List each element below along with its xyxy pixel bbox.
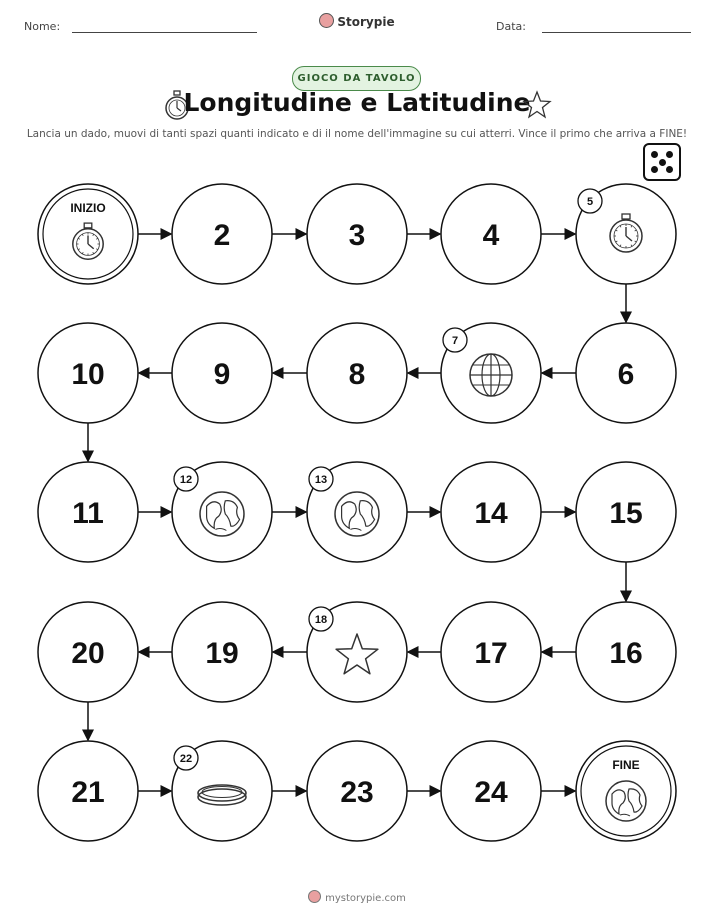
space-number: 2	[213, 219, 231, 252]
space-number: 4	[482, 219, 500, 252]
instructions: Lancia un dado, muovi di tanti spazi quanti indicato e di il nome dell'immagine su cui atterri. Vince il primo che arriva a FINE!	[26, 128, 688, 140]
space-number: 20	[71, 637, 105, 670]
space-number: 18	[314, 614, 328, 626]
space-number: 21	[71, 776, 105, 809]
space-number: 9	[213, 358, 231, 391]
bear-icon	[308, 890, 321, 903]
space-label: INIZIO	[70, 201, 106, 215]
space-number: 19	[205, 637, 239, 670]
space-number: 17	[474, 637, 508, 670]
space-number: 13	[314, 474, 328, 486]
space-number: 7	[451, 335, 459, 347]
earth-icon	[606, 781, 646, 821]
space-number: 6	[617, 358, 635, 391]
space-label: FINE	[612, 758, 640, 772]
space-number: 10	[71, 358, 105, 391]
space-number: 16	[609, 637, 643, 670]
earth-icon	[200, 492, 244, 536]
space-number: 8	[348, 358, 366, 391]
footer: mystorypie.com	[0, 890, 714, 904]
space-number: 23	[340, 776, 374, 809]
globe-grid-icon	[470, 354, 512, 396]
space-number: 14	[474, 497, 508, 530]
date-label: Data:	[496, 20, 526, 33]
space-number: 11	[72, 497, 104, 530]
space-number: 24	[474, 776, 508, 809]
page-title: Longitudine e Latitudine	[183, 88, 531, 117]
earth-icon	[335, 492, 379, 536]
name-label: Nome:	[24, 20, 61, 33]
brand-logo: Storypie	[0, 13, 714, 29]
category-badge: GIOCO DA TAVOLO	[292, 66, 421, 91]
space-number: 22	[179, 753, 193, 765]
space-number: 12	[179, 474, 193, 486]
space-number: 3	[348, 219, 366, 252]
space-number: 5	[586, 196, 594, 208]
space-number: 15	[609, 497, 643, 530]
